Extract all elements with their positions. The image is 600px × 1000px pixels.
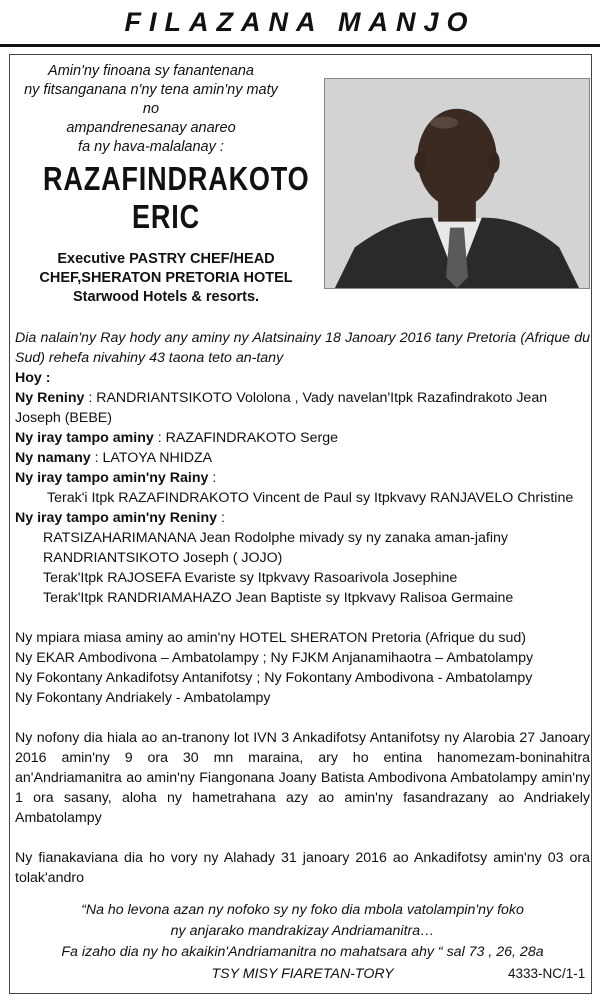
association-line: Ny Fokontany Andriakely - Ambatolampy bbox=[15, 690, 271, 706]
family-wife bbox=[15, 448, 590, 468]
deceased-surname: RAZAFINDRAKOTO bbox=[43, 160, 310, 197]
mother-label: Ny Reniny bbox=[15, 390, 85, 406]
scripture-quote bbox=[20, 900, 585, 963]
announcement-text: Dia nalain'ny Ray hody any aminy ny Alatsinainy 18 Janoary 2016 tany Pretoria (Afrique du Sud) rehefa nivahiny 43 taona teto an-tany bbox=[15, 330, 590, 366]
intro-line: fa ny hava-malalanay : bbox=[78, 139, 224, 155]
association-line: Ny Fokontany Ankadifotsy Antanifotsy ; Ny Fokontany Ambodivona - Ambatolampy bbox=[15, 670, 533, 686]
quote-line: Fa izaho dia ny ho akaikin'Andriamanitra no mahatsara ahy “ sal 73 , 26, 28a bbox=[61, 944, 544, 960]
mother-side-entry: RATSIZAHARIMANANA Jean Rodolphe mivady sy ny zanaka aman-jafiny bbox=[43, 530, 508, 546]
intro-line: ny fitsanganana n'ny tena amin'ny maty no bbox=[24, 82, 278, 117]
quote-line: ny anjarako mandrakizay Andriamanitra… bbox=[170, 923, 435, 939]
role-line: Executive PASTRY CHEF/HEAD bbox=[57, 251, 275, 267]
quote-line: “Na ho levona azan ny nofoko sy ny foko dia mbola vatolampin'ny foko bbox=[81, 902, 524, 918]
family-brother bbox=[15, 428, 590, 448]
mother-side-label: Ny iray tampo amin'ny Reniny bbox=[15, 510, 218, 526]
intro-line: Amin'ny finoana sy fanantenana bbox=[48, 63, 254, 79]
signoff-text: TSY MISY FIARETAN-TORY bbox=[211, 966, 394, 982]
role-line: Starwood Hotels & resorts. bbox=[72, 289, 260, 305]
reference-code: 4333-NC/1-1 bbox=[508, 966, 586, 981]
family-mother bbox=[15, 388, 590, 428]
intro-line: ampandrenesanay anareo bbox=[66, 120, 236, 136]
portrait-figure bbox=[325, 79, 589, 288]
notice-title: FILAZANA MANJO bbox=[124, 6, 476, 37]
father-side-entry: Terak'i Itpk RAZAFINDRAKOTO Vincent de Paul sy Itpkvavy RANJAVELO Christine bbox=[47, 490, 574, 506]
notice-body bbox=[15, 328, 590, 888]
portrait-photo bbox=[324, 78, 590, 289]
intro-text bbox=[16, 62, 286, 157]
association-line: Ny EKAR Ambodivona – Ambatolampy ; Ny FJKM Anjanamihaotra – Ambatolampy bbox=[15, 650, 534, 666]
family-heading: Hoy : bbox=[15, 370, 51, 386]
mother-side-entry: Terak'Itpk RAJOSEFA Evariste sy Itpkvavy Rasoarivola Josephine bbox=[43, 570, 458, 586]
mother-side-entry: Terak'Itpk RANDRIAMAHAZO Jean Baptiste sy Itpkvavy Ralisoa Germaine bbox=[43, 590, 514, 606]
wife-value: : LATOYA NHIDZA bbox=[90, 450, 213, 466]
header-bar bbox=[0, 0, 600, 47]
mother-value: : RANDRIANTSIKOTO Vololona , Vady navelan'Itpk Razafindrakoto Jean Joseph (BEBE) bbox=[15, 390, 548, 426]
funeral-text: Ny nofony dia hiala ao an-tranony lot IVN 3 Ankadifotsy Antanifotsy ny Alarobia 27 Janoary 2016 amin'ny 9 ora 30 mn maraina, ary ho entina hanomezam-boninahitra an'Andriamanitra ao amin'ny Fiangonana Joany Batista Ambodivona Ambatolampy amin'ny 1 ora sasany, aloha ny hametrahana azy ao amin'ny fasandrazany ao Andriakely Ambatolampy bbox=[15, 730, 590, 826]
mother-side-colon: : bbox=[217, 510, 225, 526]
father-side-label: Ny iray tampo amin'ny Rainy bbox=[15, 470, 209, 486]
family-father-side bbox=[15, 468, 590, 488]
thanksgiving-text: Ny fianakaviana dia ho vory ny Alahady 31 janoary 2016 ao Ankadifotsy amin'ny 03 ora tolak'andro bbox=[15, 850, 590, 886]
brother-value: : RAZAFINDRAKOTO Serge bbox=[153, 430, 338, 446]
deceased-role bbox=[16, 250, 316, 307]
family-mother-side bbox=[15, 508, 590, 528]
father-side-colon: : bbox=[208, 470, 217, 486]
brother-label: Ny iray tampo aminy bbox=[15, 430, 154, 446]
wife-label: Ny namany bbox=[15, 450, 91, 466]
role-line: CHEF,SHERATON PRETORIA HOTEL bbox=[39, 270, 293, 286]
deceased-firstname: ERIC bbox=[132, 198, 200, 235]
mother-side-entry: RANDRIANTSIKOTO Joseph ( JOJO) bbox=[43, 550, 283, 566]
association-line: Ny mpiara miasa aminy ao amin'ny HOTEL SHERATON Pretoria (Afrique du sud) bbox=[15, 630, 527, 646]
deceased-name bbox=[43, 160, 310, 236]
